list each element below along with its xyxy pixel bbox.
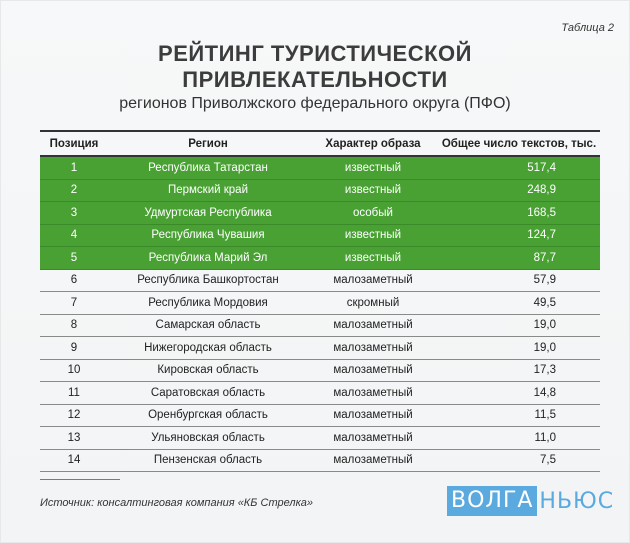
cell-position: 6: [40, 269, 108, 292]
cell-count: 11,0: [438, 427, 600, 450]
cell-region: Пензенская область: [108, 449, 308, 472]
col-header-position: Позиция: [40, 131, 108, 156]
cell-image: скромный: [308, 292, 438, 315]
cell-count: 124,7: [438, 224, 600, 247]
table-row: [40, 359, 600, 382]
title-text: РЕЙТИНГ ТУРИСТИЧЕСКОЙ ПРИВЛЕКАТЕЛЬНОСТИ: [158, 41, 472, 92]
table-row: [40, 292, 600, 315]
logo-boxed-text: ВОЛГА: [447, 486, 537, 516]
table-row: [40, 247, 600, 270]
cell-image: малозаметный: [308, 382, 438, 405]
table-row: [40, 202, 600, 225]
cell-image: малозаметный: [308, 404, 438, 427]
subtitle: регионов Приволжского федерального округа (ПФО): [119, 95, 511, 112]
cell-count: 19,0: [438, 314, 600, 337]
page-title: [0, 41, 630, 93]
cell-count: 11,5: [438, 404, 600, 427]
table-row: [40, 156, 600, 179]
logo-rest-text: НЬЮС: [539, 488, 615, 514]
source-note: Источник: консалтинговая компания «КБ Стрелка»: [40, 497, 313, 509]
cell-region: Самарская область: [108, 314, 308, 337]
table-body: [40, 156, 600, 472]
table-row: [40, 224, 600, 247]
cell-region: Республика Марий Эл: [108, 247, 308, 270]
cell-position: 9: [40, 337, 108, 360]
cell-region: Республика Чувашия: [108, 224, 308, 247]
table-label: Таблица 2: [561, 22, 614, 34]
cell-position: 7: [40, 292, 108, 315]
cell-count: 7,5: [438, 449, 600, 472]
cell-count: 57,9: [438, 269, 600, 292]
cell-region: Удмуртская Республика: [108, 202, 308, 225]
table-row: [40, 179, 600, 202]
cell-count: 517,4: [438, 156, 600, 179]
cell-region: Республика Мордовия: [108, 292, 308, 315]
table-row: [40, 382, 600, 405]
source-divider: [40, 479, 120, 480]
cell-position: 12: [40, 404, 108, 427]
volganews-logo: [447, 486, 614, 516]
cell-image: малозаметный: [308, 427, 438, 450]
cell-position: 3: [40, 202, 108, 225]
table-row: [40, 314, 600, 337]
cell-position: 13: [40, 427, 108, 450]
table-row: [40, 404, 600, 427]
cell-position: 11: [40, 382, 108, 405]
cell-position: 8: [40, 314, 108, 337]
table-row: [40, 269, 600, 292]
cell-count: 49,5: [438, 292, 600, 315]
cell-region: Пермский край: [108, 179, 308, 202]
cell-position: 1: [40, 156, 108, 179]
cell-image: малозаметный: [308, 449, 438, 472]
cell-image: известный: [308, 224, 438, 247]
cell-position: 4: [40, 224, 108, 247]
table-row: [40, 449, 600, 472]
table-row: [40, 337, 600, 360]
cell-count: 14,8: [438, 382, 600, 405]
cell-count: 19,0: [438, 337, 600, 360]
cell-count: 248,9: [438, 179, 600, 202]
cell-image: малозаметный: [308, 337, 438, 360]
cell-region: Оренбургская область: [108, 404, 308, 427]
cell-position: 14: [40, 449, 108, 472]
cell-count: 17,3: [438, 359, 600, 382]
cell-region: Нижегородская область: [108, 337, 308, 360]
cell-position: 2: [40, 179, 108, 202]
table-row: [40, 427, 600, 450]
rating-table: [40, 130, 600, 472]
cell-region: Республика Башкортостан: [108, 269, 308, 292]
cell-region: Кировская область: [108, 359, 308, 382]
cell-image: известный: [308, 247, 438, 270]
cell-position: 5: [40, 247, 108, 270]
cell-image: особый: [308, 202, 438, 225]
cell-image: малозаметный: [308, 269, 438, 292]
cell-position: 10: [40, 359, 108, 382]
cell-image: известный: [308, 179, 438, 202]
col-header-region: Регион: [108, 131, 308, 156]
cell-count: 87,7: [438, 247, 600, 270]
col-header-image: Характер образа: [308, 131, 438, 156]
cell-image: малозаметный: [308, 359, 438, 382]
cell-image: известный: [308, 156, 438, 179]
cell-image: малозаметный: [308, 314, 438, 337]
col-header-count: Общее число текстов, тыс.: [438, 131, 600, 156]
cell-count: 168,5: [438, 202, 600, 225]
cell-region: Саратовская область: [108, 382, 308, 405]
cell-region: Ульяновская область: [108, 427, 308, 450]
table-header-row: [40, 131, 600, 156]
cell-region: Республика Татарстан: [108, 156, 308, 179]
